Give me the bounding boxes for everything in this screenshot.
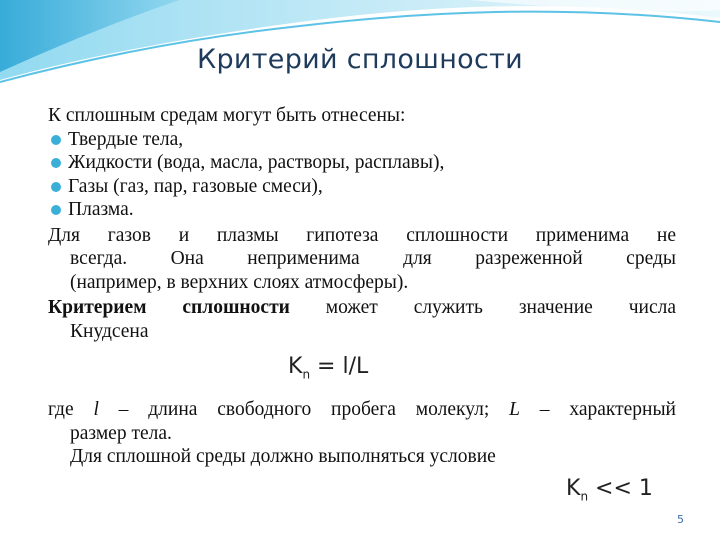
bullet-item: Газы (газ, пар, газовые смеси), — [48, 175, 676, 199]
paragraph-gas-plasma — [48, 224, 676, 295]
formula-subscript: n — [580, 489, 589, 504]
formula-knudsen — [288, 354, 368, 381]
slide-body — [48, 104, 676, 343]
formula-symbol: K — [566, 476, 581, 501]
page-number: 5 — [677, 513, 684, 526]
intro-text: К сплошным средам могут быть отнесены: — [48, 105, 406, 126]
variable-L: L — [509, 399, 520, 420]
formula-subscript: n — [302, 367, 311, 382]
paragraph-line: Для газов и плазмы гипотеза сплошности применима не — [48, 224, 676, 246]
paragraph-line — [48, 296, 676, 320]
paragraph-text: – длина свободного пробега молекул; — [98, 399, 510, 420]
bullet-item: Плазма. — [48, 198, 676, 222]
paragraph-line — [48, 398, 676, 422]
paragraph-line: (например, в верхних слоях атмосферы). — [70, 271, 409, 293]
paragraph-line: Кнудсена — [70, 320, 149, 342]
formula-condition — [566, 476, 653, 503]
paragraph-line: Для сплошной среды должно выполняться условие — [70, 446, 496, 467]
slide-title: Критерий сплошности — [197, 44, 523, 75]
formula-rest: << 1 — [588, 476, 653, 501]
paragraph-line: размер тела. — [70, 422, 172, 444]
bullet-item: Твердые тела, — [48, 128, 676, 152]
formula-rest: = l/L — [310, 354, 369, 379]
bold-term: Критерием сплошности — [48, 297, 290, 318]
paragraph-text: может служить значение числа — [289, 297, 677, 318]
slide-body-lower — [48, 398, 676, 469]
variable-l: l — [93, 399, 99, 420]
paragraph-line: всегда. Она неприменима для разреженной среды — [70, 248, 676, 269]
paragraph-text: – характерный — [519, 399, 676, 420]
paragraph-criterion — [48, 296, 676, 343]
formula-symbol: K — [288, 354, 303, 379]
bullet-item: Жидкости (вода, масла, растворы, расплавы), — [48, 151, 676, 175]
paragraph-text: где — [48, 399, 94, 420]
